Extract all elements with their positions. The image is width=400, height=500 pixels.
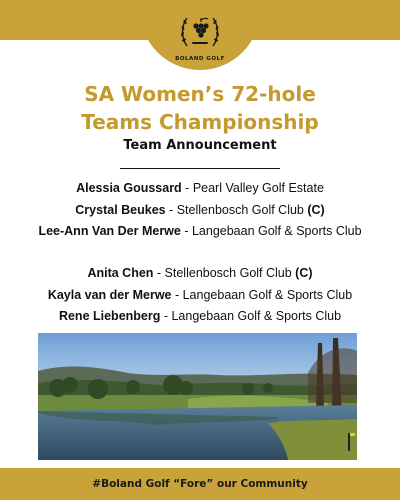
team-member	[0, 263, 400, 285]
member-club: Stellenbosch Golf Club	[164, 266, 292, 280]
member-name: Kayla van der Merwe	[47, 287, 172, 302]
member-separator: -	[171, 287, 183, 302]
page-subtitle: Team Announcement	[123, 138, 277, 153]
member-name: Lee-Ann Van Der Merwe	[38, 224, 181, 238]
member-club: Langebaan Golf & Sports Club	[191, 224, 362, 238]
team-member	[0, 285, 400, 307]
team-group-1	[0, 178, 400, 243]
member-separator: -	[165, 202, 177, 217]
member-name: Alessia Goussard	[76, 181, 182, 195]
member-separator: -	[160, 309, 172, 323]
member-club: Langebaan Golf & Sports Club	[182, 287, 353, 302]
member-name: Anita Chen	[87, 266, 154, 280]
laurel-grape-crest-icon	[177, 10, 223, 54]
member-separator: -	[181, 181, 193, 195]
page-title	[0, 80, 400, 136]
member-name: Rene Liebenberg	[58, 309, 161, 323]
team-member	[0, 221, 400, 243]
team-member	[0, 178, 400, 200]
captain-marker: (C)	[303, 202, 325, 217]
golf-course-landscape	[38, 333, 357, 460]
logo-wordmark: BOLAND GOLF	[175, 56, 225, 62]
logo-badge	[140, 0, 260, 70]
team-member	[0, 306, 400, 328]
member-separator: -	[153, 266, 165, 280]
member-separator: -	[180, 224, 192, 238]
captain-marker: (C)	[291, 266, 313, 280]
golf-course-photo	[38, 333, 357, 460]
team-member	[0, 200, 400, 222]
footer-hashtag: #Boland Golf “Fore” our Community	[92, 478, 308, 490]
member-club: Stellenbosch Golf Club	[176, 202, 304, 217]
title-line-2: Teams Championship	[81, 110, 319, 134]
member-club: Pearl Valley Golf Estate	[192, 181, 324, 195]
footer-band	[0, 468, 400, 500]
member-club: Langebaan Golf & Sports Club	[171, 309, 342, 323]
team-group-2	[0, 263, 400, 328]
title-divider	[120, 168, 280, 169]
title-line-1: SA Women’s 72-hole	[84, 82, 316, 106]
member-name: Crystal Beukes	[75, 202, 166, 217]
